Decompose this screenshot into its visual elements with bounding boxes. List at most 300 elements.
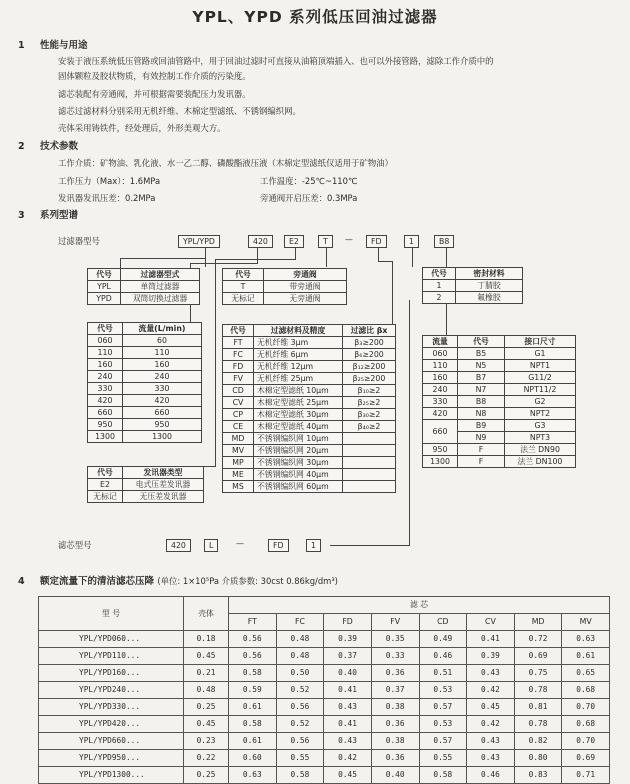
table-cell: 330 <box>423 396 458 408</box>
element-model-label: 滤芯型号 <box>58 540 92 550</box>
table-cell: 330 <box>123 383 202 395</box>
table-cell: 160 <box>88 359 123 371</box>
table-cell: 60 <box>123 335 202 347</box>
table-cell: 0.36 <box>371 750 419 767</box>
table-cell: 660 <box>423 420 458 444</box>
connector-line <box>120 258 206 259</box>
connector-line <box>392 261 393 325</box>
table-cell: 0.33 <box>371 648 419 665</box>
connector-line <box>409 300 410 545</box>
table-header-row <box>223 325 396 337</box>
table-row <box>39 733 610 750</box>
table-cell: 0.81 <box>514 699 562 716</box>
table-header-cell: 型 号 <box>39 597 184 631</box>
bypass-valve-table <box>222 268 347 305</box>
table-cell: 氟橡胶 <box>456 292 523 304</box>
table-cell: 0.60 <box>229 750 277 767</box>
table-cell: 0.21 <box>184 665 229 682</box>
table-cell: 木棉定型滤纸 10μm <box>254 385 343 397</box>
table-cell: 420 <box>123 395 202 407</box>
table-cell: 0.37 <box>371 682 419 699</box>
table-cell: 0.48 <box>184 682 229 699</box>
table-cell: 0.42 <box>467 716 515 733</box>
table-cell: B9 <box>458 420 505 432</box>
table-cell: 0.38 <box>371 699 419 716</box>
table-cell: 0.41 <box>324 682 372 699</box>
table-row <box>423 384 576 396</box>
table-cell: 木棉定型滤纸 30μm <box>254 409 343 421</box>
table-cell: 0.69 <box>514 648 562 665</box>
table-cell: 电式压差发讯器 <box>123 479 204 491</box>
table-row <box>423 348 576 360</box>
table-cell: 0.42 <box>467 682 515 699</box>
table-cell: 0.63 <box>562 631 610 648</box>
connector-line <box>215 259 296 260</box>
table-row <box>223 385 396 397</box>
table-cell: 0.80 <box>514 750 562 767</box>
table-cell: β₃₀≥2 <box>343 409 396 421</box>
table-cell: 0.58 <box>276 767 324 784</box>
table-header-cell: FT <box>229 614 277 631</box>
element-code-dash: — <box>236 539 244 548</box>
table-row <box>223 349 396 361</box>
section-number: 2 <box>18 141 25 152</box>
table-header-cell: 旁通阀 <box>264 269 347 281</box>
table-header-cell: 流量 <box>423 336 458 348</box>
table-cell: 0.55 <box>276 750 324 767</box>
work-temperature: 工作温度：-25℃~110℃ <box>260 176 358 186</box>
table-cell: 无机纤维 25μm <box>254 373 343 385</box>
table-row <box>88 383 202 395</box>
table-cell: 无机纤维 12μm <box>254 361 343 373</box>
table-cell: 950 <box>423 444 458 456</box>
table-cell: 无标记 <box>88 491 123 503</box>
table-cell: 330 <box>88 383 123 395</box>
table-cell: 0.56 <box>276 699 324 716</box>
section-title: 技术参数 <box>40 141 79 152</box>
table-cell: 0.53 <box>419 682 467 699</box>
table-cell: NPT2 <box>505 408 576 420</box>
table-cell <box>343 469 396 481</box>
table-cell: YPL/YPD060... <box>39 631 184 648</box>
model-code-flow: 420 <box>248 235 273 248</box>
table-row <box>223 433 396 445</box>
table-row <box>423 456 576 468</box>
connector-line <box>190 263 258 264</box>
table-cell: β₂₅≥200 <box>343 373 396 385</box>
table-row <box>223 469 396 481</box>
table-cell: 1300 <box>123 431 202 443</box>
table-cell: β₁₀≥2 <box>343 385 396 397</box>
section-2-heading <box>18 141 78 153</box>
table-cell: 双筒切换过滤器 <box>121 293 200 305</box>
table-cell: 240 <box>88 371 123 383</box>
table-cell: 无标记 <box>223 293 264 305</box>
table-row <box>88 359 202 371</box>
table-cell: 0.58 <box>229 716 277 733</box>
table-cell: N8 <box>458 408 505 420</box>
table-cell: 0.70 <box>562 699 610 716</box>
table-header-cell: FD <box>324 614 372 631</box>
table-cell: 0.83 <box>514 767 562 784</box>
table-cell: 060 <box>88 335 123 347</box>
table-cell: 不锈钢编织网 10μm <box>254 433 343 445</box>
table-cell: CE <box>223 421 254 433</box>
table-cell: 0.25 <box>184 767 229 784</box>
table-cell: 不锈钢编织网 30μm <box>254 457 343 469</box>
table-row <box>223 445 396 457</box>
table-cell: B5 <box>458 348 505 360</box>
table-cell: 0.58 <box>229 665 277 682</box>
table-cell: 660 <box>123 407 202 419</box>
element-code-seal: 1 <box>306 539 321 552</box>
table-cell: 950 <box>123 419 202 431</box>
table-row <box>39 682 610 699</box>
model-code-bypass: T <box>318 235 333 248</box>
table-cell: 丁腈胶 <box>456 280 523 292</box>
table-cell: YPL/YPD1300... <box>39 767 184 784</box>
table-cell: 0.57 <box>419 699 467 716</box>
table-cell: 0.68 <box>562 682 610 699</box>
table-cell: YPD <box>88 293 121 305</box>
table-row <box>223 409 396 421</box>
table-cell: 0.78 <box>514 682 562 699</box>
table-header-cell: FC <box>276 614 324 631</box>
table-header-row <box>88 467 204 479</box>
table-cell: 420 <box>423 408 458 420</box>
model-code-port: B8 <box>434 235 454 248</box>
table-row <box>223 293 347 305</box>
table-cell: 0.63 <box>229 767 277 784</box>
table-row <box>223 361 396 373</box>
table-cell: NPT3 <box>505 432 576 444</box>
table-row <box>223 397 396 409</box>
section-1-heading <box>18 40 88 52</box>
table-cell: 1 <box>423 280 456 292</box>
element-code-material: FD <box>268 539 289 552</box>
element-code-letter: L <box>204 539 218 552</box>
model-code-dash: — <box>345 235 353 244</box>
port-size-table <box>422 335 576 468</box>
table-cell: 0.48 <box>276 631 324 648</box>
table-header-cell: 接口尺寸 <box>505 336 576 348</box>
table-cell: YPL/YPD660... <box>39 733 184 750</box>
table-cell: 0.36 <box>371 665 419 682</box>
table-cell: 240 <box>123 371 202 383</box>
table-cell: MD <box>223 433 254 445</box>
table-cell: 660 <box>88 407 123 419</box>
table-cell: 木棉定型滤纸 40μm <box>254 421 343 433</box>
table-cell: 0.39 <box>324 631 372 648</box>
table-cell: 0.82 <box>514 733 562 750</box>
table-cell: N7 <box>458 384 505 396</box>
table-cell: 0.41 <box>467 631 515 648</box>
table-header-cell: 代号 <box>223 269 264 281</box>
table-header-cell: CV <box>467 614 515 631</box>
table-cell: NPT1 <box>505 360 576 372</box>
table-cell: 无机纤维 3μm <box>254 337 343 349</box>
table-cell: 0.56 <box>229 648 277 665</box>
table-cell: 0.43 <box>467 733 515 750</box>
table-cell: β₄₀≥2 <box>343 421 396 433</box>
table-row <box>423 420 576 432</box>
table-row <box>223 373 396 385</box>
table-cell: 无压差发讯器 <box>123 491 204 503</box>
table-cell: 420 <box>88 395 123 407</box>
table-cell: 0.58 <box>419 767 467 784</box>
page-title: YPL、YPD 系列低压回油过滤器 <box>192 8 438 26</box>
table-cell: YPL <box>88 281 121 293</box>
table-row <box>88 281 200 293</box>
table-header-cell: 代号 <box>88 323 123 335</box>
table-cell: β₆≥200 <box>343 349 396 361</box>
signal-pressure: 发讯器发讯压差：0.2MPa <box>58 193 156 203</box>
filter-model-label: 过滤器型号 <box>58 236 100 246</box>
table-cell: FT <box>223 337 254 349</box>
table-cell: N9 <box>458 432 505 444</box>
table-cell: 0.45 <box>467 699 515 716</box>
table-cell: CV <box>223 397 254 409</box>
table-row <box>223 337 396 349</box>
table-cell: 无机纤维 6μm <box>254 349 343 361</box>
table-cell <box>343 433 396 445</box>
table-cell: 1300 <box>423 456 458 468</box>
table-cell: YPL/YPD240... <box>39 682 184 699</box>
section-title: 额定流量下的清洁滤芯压降 <box>40 576 155 587</box>
model-code-seal: 1 <box>404 235 419 248</box>
table-cell: β₂₅≥2 <box>343 397 396 409</box>
table-cell: B7 <box>458 372 505 384</box>
connector-line <box>257 248 258 264</box>
table-cell: 0.70 <box>562 733 610 750</box>
table-row <box>423 372 576 384</box>
table-row <box>39 631 610 648</box>
table-header-row <box>88 269 200 281</box>
table-cell: 0.61 <box>562 648 610 665</box>
table-cell: 0.49 <box>419 631 467 648</box>
table-cell: NPT11/2 <box>505 384 576 396</box>
table-cell: YPL/YPD110... <box>39 648 184 665</box>
bypass-pressure: 旁通阀开启压差：0.3MPa <box>260 193 358 203</box>
table-cell: YPL/YPD160... <box>39 665 184 682</box>
table-cell: 0.45 <box>184 716 229 733</box>
table-header-cell: MD <box>514 614 562 631</box>
table-cell: 0.45 <box>324 767 372 784</box>
table-cell: 0.71 <box>562 767 610 784</box>
table-cell: β₃≥200 <box>343 337 396 349</box>
table-cell: G3 <box>505 420 576 432</box>
table-cell: 0.43 <box>324 699 372 716</box>
table-cell <box>343 457 396 469</box>
table-cell: MS <box>223 481 254 493</box>
sec1-line-1: 安装于液压系统低压管路或回油管路中，用于回油过滤时可直接从油箱顶端插入、也可以外接管路，滤除工作介质中的 <box>58 56 494 66</box>
table-cell: 0.43 <box>324 733 372 750</box>
table-header-cell: 过滤比 βx <box>343 325 396 337</box>
table-cell: 单筒过滤器 <box>121 281 200 293</box>
connector-line <box>330 545 410 546</box>
table-cell: N5 <box>458 360 505 372</box>
table-cell: 0.56 <box>276 733 324 750</box>
table-cell: 060 <box>423 348 458 360</box>
table-row <box>39 767 610 784</box>
table-cell: G1 <box>505 348 576 360</box>
table-cell: CP <box>223 409 254 421</box>
table-cell: 0.72 <box>514 631 562 648</box>
table-header-cell: 壳体 <box>184 597 229 631</box>
filter-material-table <box>222 324 396 493</box>
table-cell: 2 <box>423 292 456 304</box>
table-cell: 0.38 <box>371 733 419 750</box>
table-cell: T <box>223 281 264 293</box>
table-cell: G2 <box>505 396 576 408</box>
table-header-cell: 代号 <box>223 325 254 337</box>
table-header-row <box>88 323 202 335</box>
table-row <box>88 491 204 503</box>
table-header-row <box>39 597 610 614</box>
table-cell: CD <box>223 385 254 397</box>
table-cell: 0.39 <box>467 648 515 665</box>
table-cell: 法兰 DN90 <box>505 444 576 456</box>
section-unit-note: (单位: 1×10⁵Pa 介质参数: 30cst 0.86kg/dm³) <box>157 576 338 586</box>
table-cell: 不锈钢编织网 60μm <box>254 481 343 493</box>
table-cell: 0.35 <box>371 631 419 648</box>
table-header-cell: 密封材料 <box>456 268 523 280</box>
table-cell <box>343 445 396 457</box>
table-header-cell: 发讯器类型 <box>123 467 204 479</box>
table-row <box>88 419 202 431</box>
table-row <box>223 421 396 433</box>
model-code-material: FD <box>366 235 387 248</box>
table-row <box>423 408 576 420</box>
table-header-cell: 代号 <box>88 467 123 479</box>
table-row <box>88 347 202 359</box>
table-row <box>423 360 576 372</box>
table-cell: 0.61 <box>229 699 277 716</box>
seal-material-table <box>422 267 523 304</box>
signal-device-table <box>87 466 204 503</box>
table-header-row <box>423 268 523 280</box>
table-cell: YPL/YPD330... <box>39 699 184 716</box>
table-cell: 0.78 <box>514 716 562 733</box>
table-cell: 0.41 <box>324 716 372 733</box>
table-cell: YPL/YPD950... <box>39 750 184 767</box>
table-row <box>223 457 396 469</box>
table-cell: 160 <box>423 372 458 384</box>
table-cell: 0.22 <box>184 750 229 767</box>
table-cell: 0.37 <box>324 648 372 665</box>
table-header-cell: MV <box>562 614 610 631</box>
table-row <box>88 479 204 491</box>
table-cell: 0.46 <box>419 648 467 665</box>
table-cell: 0.68 <box>562 716 610 733</box>
element-code-flow: 420 <box>166 539 191 552</box>
table-cell: 110 <box>423 360 458 372</box>
table-header-cell: 过滤材料及精度 <box>254 325 343 337</box>
table-cell: B8 <box>458 396 505 408</box>
sec1-line-3: 滤芯装配有旁通阀，并可根据需要装配压力发讯器。 <box>58 89 251 99</box>
table-row <box>223 281 347 293</box>
table-row <box>39 648 610 665</box>
table-cell: 0.42 <box>324 750 372 767</box>
table-row <box>39 716 610 733</box>
connector-line <box>215 259 216 466</box>
connector-line <box>412 248 413 267</box>
table-header-cell: CD <box>419 614 467 631</box>
table-cell: 法兰 DN100 <box>505 456 576 468</box>
table-row <box>39 665 610 682</box>
table-row <box>223 481 396 493</box>
table-cell: 0.43 <box>467 665 515 682</box>
table-row <box>423 292 523 304</box>
connector-line <box>120 258 121 268</box>
connector-line <box>326 248 327 267</box>
work-pressure: 工作压力（Max）：1.6MPa <box>58 176 161 186</box>
table-cell: 不锈钢编织网 40μm <box>254 469 343 481</box>
table-cell: 0.53 <box>419 716 467 733</box>
filter-type-table <box>87 268 200 305</box>
table-cell: β₁₂≥200 <box>343 361 396 373</box>
table-cell: 0.56 <box>229 631 277 648</box>
table-cell: 110 <box>123 347 202 359</box>
section-3-heading <box>18 210 78 222</box>
table-row <box>88 293 200 305</box>
table-cell: 0.52 <box>276 682 324 699</box>
table-cell: 0.61 <box>229 733 277 750</box>
table-row <box>423 280 523 292</box>
table-row <box>88 371 202 383</box>
table-cell: 0.65 <box>562 665 610 682</box>
table-cell: 带旁通阀 <box>264 281 347 293</box>
table-header-cell: 流量(L/min) <box>123 323 202 335</box>
table-cell: 0.43 <box>467 750 515 767</box>
table-cell: FD <box>223 361 254 373</box>
table-header-cell: FV <box>371 614 419 631</box>
table-row <box>423 444 576 456</box>
table-cell: G11/2 <box>505 372 576 384</box>
table-cell: 0.75 <box>514 665 562 682</box>
table-cell: 0.50 <box>276 665 324 682</box>
table-cell: 0.51 <box>419 665 467 682</box>
sec1-line-4: 滤芯过滤材料分别采用无机纤维、木棉定型滤纸、不锈钢编织网。 <box>58 106 301 116</box>
table-cell: FC <box>223 349 254 361</box>
table-cell: ME <box>223 469 254 481</box>
table-row <box>88 431 202 443</box>
table-cell: 1300 <box>88 431 123 443</box>
section-title: 系列型谱 <box>40 210 79 221</box>
table-cell: MP <box>223 457 254 469</box>
section-number: 3 <box>18 210 25 221</box>
section-number: 4 <box>18 576 25 587</box>
table-cell: 950 <box>88 419 123 431</box>
pressure-drop-table <box>38 596 610 784</box>
table-cell: F <box>458 456 505 468</box>
table-cell: 无旁通阀 <box>264 293 347 305</box>
table-cell: 0.25 <box>184 699 229 716</box>
section-number: 1 <box>18 40 25 51</box>
table-cell: MV <box>223 445 254 457</box>
table-cell: 0.52 <box>276 716 324 733</box>
table-header-cell: 过滤器型式 <box>121 269 200 281</box>
table-header-cell: 代号 <box>423 268 456 280</box>
table-cell: FV <box>223 373 254 385</box>
table-cell: 0.46 <box>467 767 515 784</box>
table-cell: 0.45 <box>184 648 229 665</box>
table-row <box>88 335 202 347</box>
table-cell: 0.18 <box>184 631 229 648</box>
table-row <box>423 396 576 408</box>
table-cell: 0.40 <box>324 665 372 682</box>
sec1-line-2: 固体颗粒及胶状物质，有效控制工作介质的污染度。 <box>58 71 251 81</box>
